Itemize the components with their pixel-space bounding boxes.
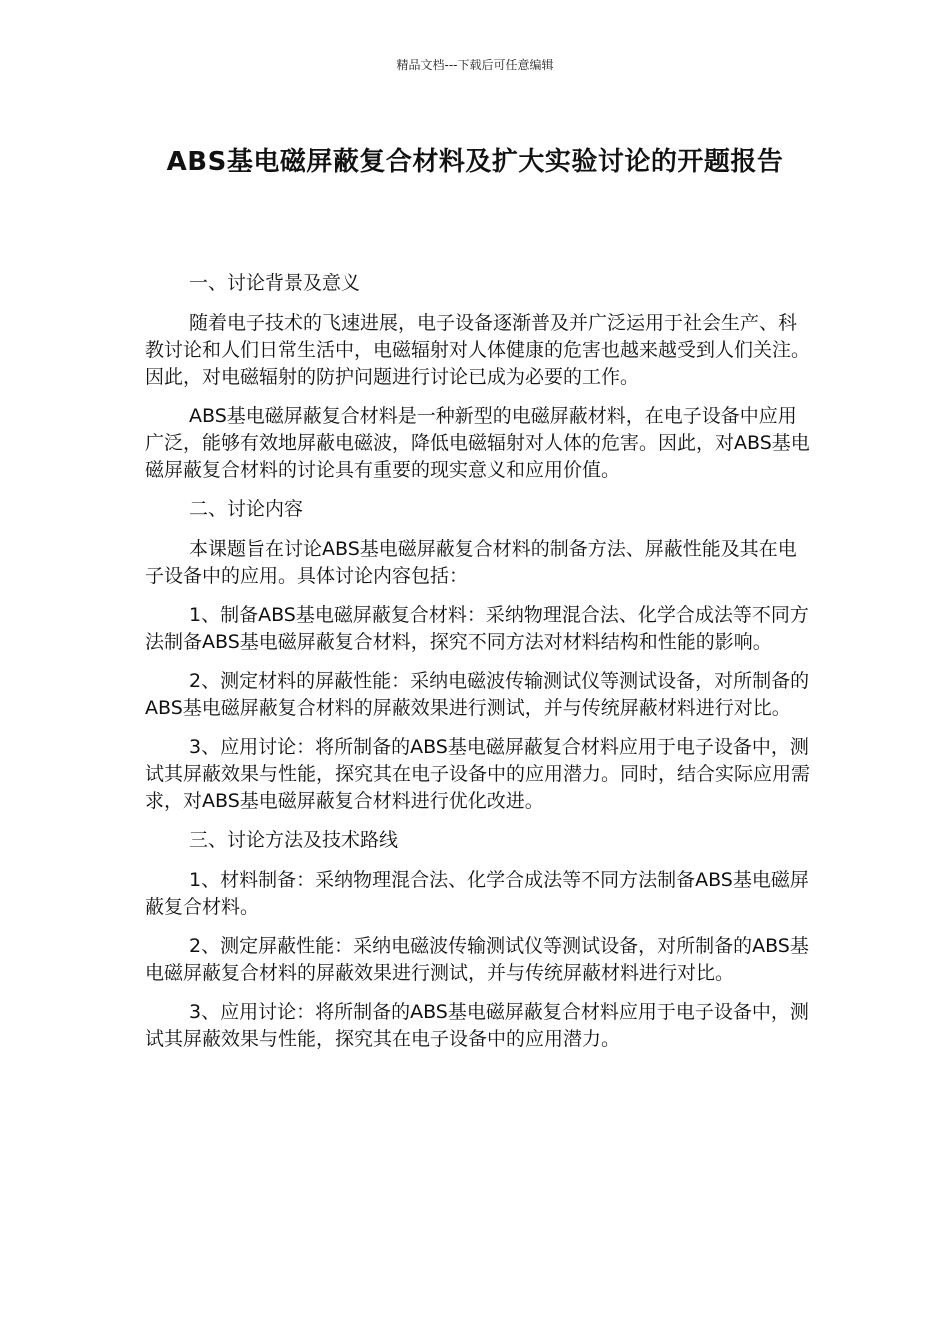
paragraph: 1、制备ABS基电磁屏蔽复合材料：采纳物理混合法、化学合成法等不同方法制备ABS基电磁屏蔽复合材料，探究不同方法对材料结构和性能的影响。 [145, 604, 809, 653]
document-body [145, 270, 810, 1065]
document-title: ABS基电磁屏蔽复合材料及扩大实验讨论的开题报告 [166, 147, 784, 177]
paragraph: 1、材料制备：采纳物理混合法、化学合成法等不同方法制备ABS基电磁屏蔽复合材料。 [145, 869, 809, 918]
section-heading-background: 一、讨论背景及意义 [189, 272, 361, 294]
section-heading-content: 二、讨论内容 [189, 498, 304, 520]
section-heading-methods: 三、讨论方法及技术路线 [189, 829, 399, 851]
paragraph: 3、应用讨论：将所制备的ABS基电磁屏蔽复合材料应用于电子设备中，测试其屏蔽效果与性能，探究其在电子设备中的应用潜力。 [145, 1001, 809, 1050]
header-note: 精品文档---下载后可任意编辑 [396, 58, 554, 72]
paragraph: 2、测定屏蔽性能：采纳电磁波传输测试仪等测试设备，对所制备的ABS基电磁屏蔽复合材料的屏蔽效果进行测试，并与传统屏蔽材料进行对比。 [145, 935, 809, 984]
paragraph: 2、测定材料的屏蔽性能：采纳电磁波传输测试仪等测试设备，对所制备的ABS基电磁屏蔽复合材料的屏蔽效果进行测试，并与传统屏蔽材料进行对比。 [145, 670, 810, 719]
paragraph: 本课题旨在讨论ABS基电磁屏蔽复合材料的制备方法、屏蔽性能及其在电子设备中的应用。具体讨论内容包括： [145, 538, 797, 587]
paragraph: 随着电子技术的飞速进展，电子设备逐渐普及并广泛运用于社会生产、科教讨论和人们日常生活中，电磁辐射对人体健康的危害也越来越受到人们关注。因此，对电磁辐射的防护问题进行讨论已成为必要的工作。 [145, 312, 811, 388]
paragraph: ABS基电磁屏蔽复合材料是一种新型的电磁屏蔽材料，在电子设备中应用广泛，能够有效地屏蔽电磁波，降低电磁辐射对人体的危害。因此，对ABS基电磁屏蔽复合材料的讨论具有重要的现实意义和应用价值。 [145, 405, 810, 481]
paragraph: 3、应用讨论：将所制备的ABS基电磁屏蔽复合材料应用于电子设备中，测试其屏蔽效果与性能，探究其在电子设备中的应用潜力。同时，结合实际应用需求，对ABS基电磁屏蔽复合材料进行优化改进。 [145, 736, 811, 812]
